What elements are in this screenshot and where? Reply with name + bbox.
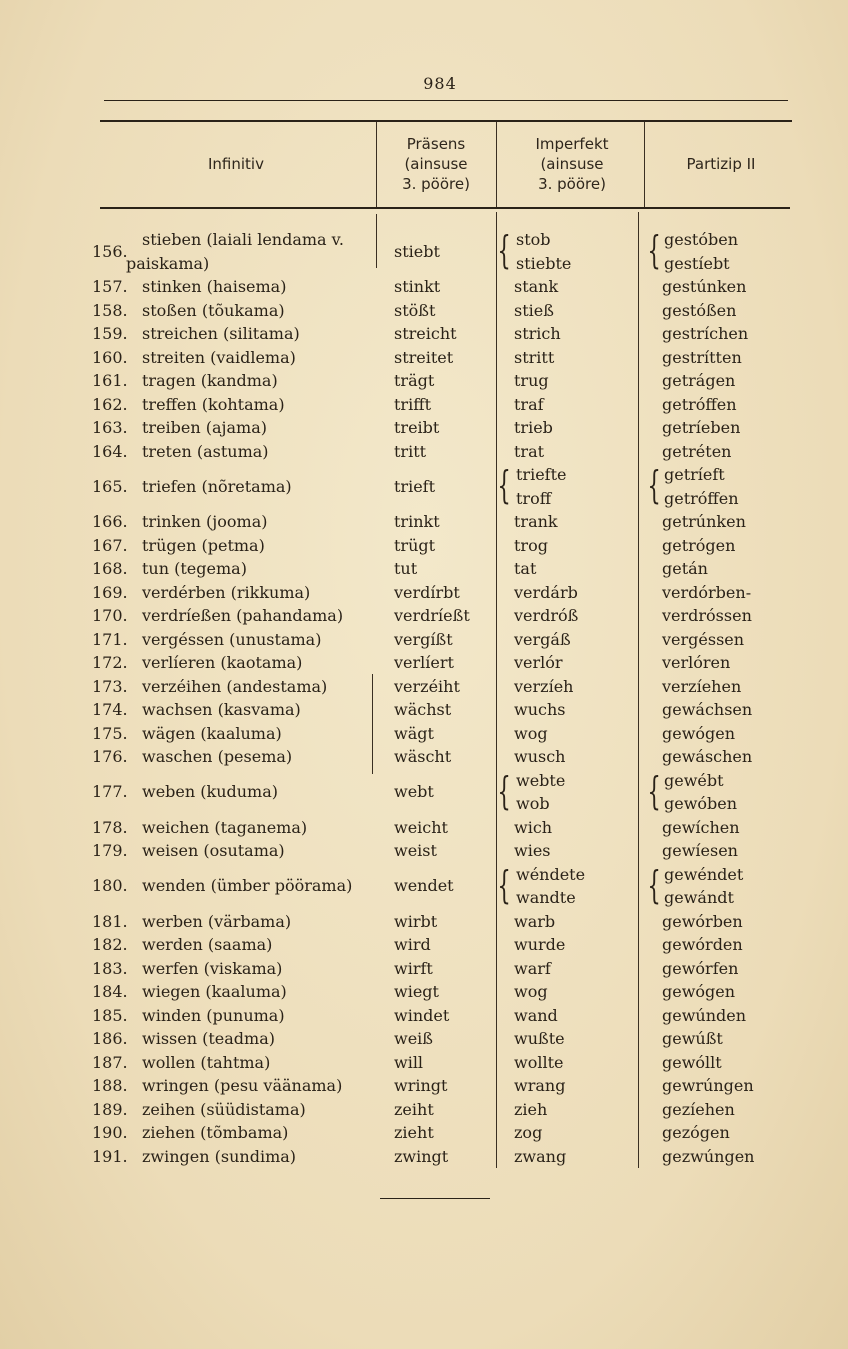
- present-cell: stinkt: [394, 277, 441, 296]
- participle-cell: getrágen: [662, 371, 736, 390]
- infinitive-cell: treiben (ajama): [142, 418, 267, 437]
- imperfect-brace: {: [497, 862, 511, 907]
- imperfect-cell: wuchs: [514, 700, 566, 719]
- participle-cell: gestóßen: [662, 300, 737, 320]
- imperfect-cell: wollte: [514, 1052, 564, 1072]
- participle-cell: gewórben: [662, 911, 743, 931]
- participle-cell: gewébt: [664, 770, 724, 790]
- imperfect-cell: wog: [514, 723, 548, 743]
- present-cell: verzéiht: [394, 676, 460, 696]
- row-number: 177.: [92, 782, 128, 802]
- imperfect-cell: tat: [514, 559, 537, 578]
- infinitive-cell: wenden (ümber pöörama): [142, 876, 353, 896]
- present-cell: streicht: [394, 324, 457, 343]
- present-cell: zeiht: [394, 1099, 434, 1119]
- row-number: 158.: [92, 300, 128, 320]
- imperfect-cell: triefte: [516, 465, 567, 484]
- participle-cell: gewíchen: [662, 817, 740, 837]
- imperfect-cell: wandte: [516, 888, 576, 907]
- row-number: 185.: [92, 1005, 128, 1025]
- participle-cell: getrúnken: [662, 512, 746, 531]
- participle-cell: gestíebt: [664, 253, 730, 273]
- infinitive-cell: weichen (taganema): [142, 817, 308, 837]
- row-number: 186.: [92, 1029, 128, 1048]
- row-number: 187.: [92, 1052, 128, 1072]
- present-cell: zwingt: [394, 1146, 449, 1166]
- participle-cell: getréten: [662, 441, 732, 461]
- infinitive-cell: treten (astuma): [142, 441, 269, 461]
- infinitive-cell: wachsen (kasvama): [142, 700, 301, 719]
- header-prasens-line2: (ainsuse: [404, 155, 468, 173]
- imperfect-cell: wusch: [514, 747, 566, 766]
- row-number: 189.: [92, 1099, 128, 1119]
- imperfect-cell: wurde: [514, 935, 566, 954]
- row-number: 173.: [92, 676, 128, 696]
- imperfect-cell: verdárb: [514, 582, 578, 602]
- present-cell: wäscht: [394, 747, 452, 766]
- body-divider-1b: [372, 674, 373, 774]
- imperfect-cell: wich: [514, 817, 553, 837]
- present-cell: trinkt: [394, 512, 440, 531]
- present-cell: tritt: [394, 441, 427, 461]
- imperfect-cell: wies: [514, 841, 551, 860]
- imperfect-cell: wrang: [514, 1076, 566, 1095]
- present-cell: wirbt: [394, 911, 438, 931]
- body-divider-1a: [376, 214, 377, 268]
- row-number: 182.: [92, 935, 128, 954]
- present-cell: stößt: [394, 300, 436, 320]
- imperfect-cell: verlór: [514, 653, 563, 672]
- imperfect-cell: stritt: [514, 347, 555, 367]
- infinitive-cell: tragen (kandma): [142, 371, 278, 390]
- participle-cell: gewáschen: [662, 747, 753, 766]
- present-cell: wächst: [394, 700, 452, 719]
- row-number: 163.: [92, 418, 128, 437]
- participle-cell: verdórben-: [662, 582, 752, 602]
- imperfect-cell: zwang: [514, 1146, 567, 1166]
- closing-rule: [380, 1198, 490, 1199]
- header-imperfekt-line1: Imperfekt: [535, 135, 609, 153]
- infinitive-cell: werben (värbama): [142, 911, 292, 931]
- imperfect-cell: warf: [514, 958, 551, 978]
- participle-cell: gewógen: [662, 723, 736, 743]
- imperfect-brace: {: [497, 228, 511, 272]
- participle-cell: verzíehen: [662, 676, 742, 696]
- present-cell: stiebt: [394, 241, 440, 261]
- infinitive-cell: waschen (pesema): [142, 747, 293, 766]
- imperfect-brace: {: [497, 768, 511, 813]
- row-number: 157.: [92, 277, 128, 296]
- present-cell: trieft: [394, 476, 436, 496]
- present-cell: verlíert: [394, 653, 454, 672]
- present-cell: wiegt: [394, 982, 439, 1001]
- imperfect-cell: trug: [514, 371, 549, 390]
- imperfect-cell: zog: [514, 1123, 543, 1142]
- participle-brace: {: [647, 768, 661, 813]
- participle-cell: getróffen: [662, 394, 737, 414]
- participle-cell: gewórfen: [662, 958, 739, 978]
- infinitive-cell: stinken (haisema): [142, 277, 287, 296]
- present-cell: wendet: [394, 876, 454, 896]
- header-prasens-line3: 3. pööre): [402, 175, 470, 193]
- infinitive-cell: triefen (nõretama): [142, 476, 292, 496]
- row-number: 164.: [92, 441, 128, 461]
- imperfect-cell: trank: [514, 512, 558, 531]
- participle-cell: getríeben: [662, 418, 741, 437]
- header-divider-1: [376, 122, 377, 207]
- row-number: 171.: [92, 629, 128, 649]
- imperfect-cell: verdróß: [514, 606, 579, 625]
- row-number: 172.: [92, 653, 128, 672]
- infinitive-cell: verzéihen (andestama): [142, 676, 328, 696]
- participle-cell: gewógen: [662, 982, 736, 1001]
- row-number: 167.: [92, 535, 128, 555]
- present-cell: will: [394, 1052, 424, 1072]
- imperfect-cell: stiebte: [516, 253, 572, 273]
- imperfect-cell: wob: [516, 794, 550, 813]
- infinitive-cell: wägen (kaaluma): [142, 723, 282, 743]
- infinitive-cell: verdríeßen (pahandama): [142, 606, 344, 625]
- row-number: 161.: [92, 371, 128, 390]
- row-number: 165.: [92, 476, 128, 496]
- imperfect-cell: trieb: [514, 418, 553, 437]
- participle-cell: gewóben: [664, 794, 738, 813]
- header-partizip: Partizip II: [686, 155, 756, 173]
- imperfect-cell: wog: [514, 982, 548, 1001]
- present-cell: wirft: [394, 958, 433, 978]
- imperfect-cell: strich: [514, 324, 561, 343]
- row-number: 174.: [92, 700, 128, 719]
- participle-cell: gestúnken: [662, 277, 747, 296]
- participle-cell: gewúnden: [662, 1005, 747, 1025]
- row-number: 183.: [92, 958, 128, 978]
- imperfect-cell: vergáß: [514, 629, 571, 649]
- row-number: 184.: [92, 982, 128, 1001]
- participle-cell: gestríchen: [662, 324, 749, 343]
- imperfect-cell: trog: [514, 535, 548, 555]
- imperfect-cell: wußte: [514, 1029, 565, 1048]
- infinitive-cell: stieben (laiali lendama v.: [142, 230, 344, 249]
- header-prasens: [380, 134, 492, 194]
- present-cell: wringt: [394, 1076, 448, 1095]
- header-imperfekt-line3: 3. pööre): [538, 175, 606, 193]
- present-cell: trügt: [394, 535, 436, 555]
- present-cell: trifft: [394, 394, 431, 414]
- present-cell: treibt: [394, 418, 440, 437]
- present-cell: weist: [394, 841, 437, 860]
- infinitive-cell: weisen (osutama): [142, 841, 285, 860]
- participle-cell: gewrúngen: [662, 1076, 754, 1095]
- header-imperfekt: [506, 134, 638, 194]
- page-number: 984: [423, 74, 457, 93]
- participle-cell: gewóllt: [662, 1052, 722, 1072]
- header-divider-2: [496, 122, 497, 207]
- infinitive-cell: weben (kuduma): [142, 782, 279, 802]
- present-cell: verdírbt: [394, 582, 460, 602]
- infinitive-cell: streichen (silitama): [142, 324, 300, 343]
- row-number: 166.: [92, 512, 128, 531]
- participle-cell: gewéndet: [664, 864, 744, 884]
- infinitive-cell: wringen (pesu väänama): [142, 1076, 343, 1095]
- imperfect-cell: stank: [514, 277, 559, 296]
- infinitive-cell: zeihen (süüdistama): [142, 1099, 306, 1119]
- infinitive-cell: ziehen (tõmbama): [142, 1123, 289, 1142]
- row-number: 170.: [92, 606, 128, 625]
- imperfect-cell: trat: [514, 441, 545, 461]
- row-number: 180.: [92, 876, 128, 896]
- header-top-rule: [100, 120, 792, 122]
- present-cell: weicht: [394, 817, 448, 837]
- present-cell: trägt: [394, 371, 435, 390]
- infinitive-cell: wollen (tahtma): [142, 1052, 271, 1072]
- imperfect-cell: zieh: [514, 1099, 548, 1119]
- participle-cell: gezíehen: [662, 1099, 735, 1119]
- body-divider-2: [496, 212, 497, 1168]
- present-cell: wird: [394, 935, 431, 954]
- present-cell: zieht: [394, 1123, 434, 1142]
- participle-cell: getán: [662, 559, 708, 578]
- participle-cell: gewándt: [664, 888, 734, 907]
- imperfect-cell: troff: [516, 488, 552, 508]
- row-number: 156.: [92, 241, 128, 261]
- row-number: 168.: [92, 559, 128, 578]
- infinitive-cell: trügen (petma): [142, 535, 265, 555]
- row-number: 169.: [92, 582, 128, 602]
- participle-cell: gezógen: [662, 1123, 730, 1142]
- imperfect-cell: wand: [514, 1005, 558, 1025]
- present-cell: weiß: [394, 1029, 433, 1048]
- infinitive-cell: wissen (teadma): [142, 1029, 275, 1048]
- header-infinitiv: Infinitiv: [208, 155, 264, 173]
- header-divider-3: [644, 122, 645, 207]
- participle-cell: getróffen: [664, 488, 739, 508]
- present-cell: streitet: [394, 347, 454, 367]
- participle-cell: getrógen: [662, 535, 736, 555]
- present-cell: verdríeßt: [394, 606, 470, 625]
- row-number: 159.: [92, 324, 128, 343]
- imperfect-cell: verzíeh: [514, 676, 574, 696]
- participle-brace: {: [647, 463, 661, 507]
- infinitive-cell: stoßen (tõukama): [142, 300, 285, 320]
- infinitive-cell-cont: paiskama): [126, 253, 210, 273]
- row-number: 191.: [92, 1146, 128, 1166]
- participle-cell: verlóren: [662, 653, 731, 672]
- participle-cell: getríeft: [664, 465, 725, 484]
- present-cell: vergíßt: [394, 629, 453, 649]
- row-number: 162.: [92, 394, 128, 414]
- row-number: 181.: [92, 911, 128, 931]
- participle-cell: gestóben: [664, 230, 738, 249]
- participle-cell: gewórden: [662, 935, 743, 954]
- present-cell: tut: [394, 559, 418, 578]
- participle-cell: gewáchsen: [662, 700, 753, 719]
- participle-cell: vergéssen: [662, 629, 745, 649]
- row-number: 176.: [92, 747, 128, 766]
- participle-cell: gewúßt: [662, 1029, 723, 1048]
- body-divider-3: [638, 212, 639, 1168]
- row-number: 190.: [92, 1123, 128, 1142]
- imperfect-cell: traf: [514, 394, 544, 414]
- infinitive-cell: winden (punuma): [142, 1005, 285, 1025]
- infinitive-cell: zwingen (sundima): [142, 1146, 297, 1166]
- participle-cell: gewíesen: [662, 841, 738, 860]
- imperfect-cell: webte: [516, 770, 566, 790]
- infinitive-cell: wiegen (kaaluma): [142, 982, 287, 1001]
- infinitive-cell: vergéssen (unustama): [142, 629, 322, 649]
- top-thin-rule: [104, 100, 788, 101]
- imperfect-cell: warb: [514, 911, 556, 931]
- infinitive-cell: verdérben (rikkuma): [142, 582, 311, 602]
- participle-cell: verdróssen: [662, 606, 752, 625]
- row-number: 175.: [92, 723, 128, 743]
- infinitive-cell: werfen (viskama): [142, 958, 283, 978]
- participle-brace: {: [647, 862, 661, 907]
- row-number: 178.: [92, 817, 128, 837]
- infinitive-cell: streiten (vaidlema): [142, 347, 296, 367]
- header-bottom-rule: [100, 207, 790, 209]
- header-prasens-line1: Präsens: [406, 135, 466, 153]
- participle-cell: gezwúngen: [662, 1146, 755, 1166]
- row-number: 160.: [92, 347, 128, 367]
- imperfect-cell: wéndete: [516, 864, 586, 884]
- infinitive-cell: tun (tegema): [142, 559, 247, 578]
- infinitive-cell: verlíeren (kaotama): [142, 653, 303, 672]
- imperfect-brace: {: [497, 463, 511, 507]
- present-cell: webt: [394, 782, 434, 802]
- row-number: 179.: [92, 841, 128, 860]
- header-imperfekt-line2: (ainsuse: [540, 155, 604, 173]
- infinitive-cell: werden (saama): [142, 935, 273, 954]
- row-number: 188.: [92, 1076, 128, 1095]
- imperfect-cell: stob: [516, 230, 551, 249]
- imperfect-cell: stieß: [514, 300, 554, 320]
- present-cell: windet: [394, 1005, 450, 1025]
- participle-brace: {: [647, 228, 661, 272]
- infinitive-cell: trinken (jooma): [142, 512, 268, 531]
- participle-cell: gestrítten: [662, 347, 742, 367]
- present-cell: wägt: [394, 723, 434, 743]
- infinitive-cell: treffen (kohtama): [142, 394, 285, 414]
